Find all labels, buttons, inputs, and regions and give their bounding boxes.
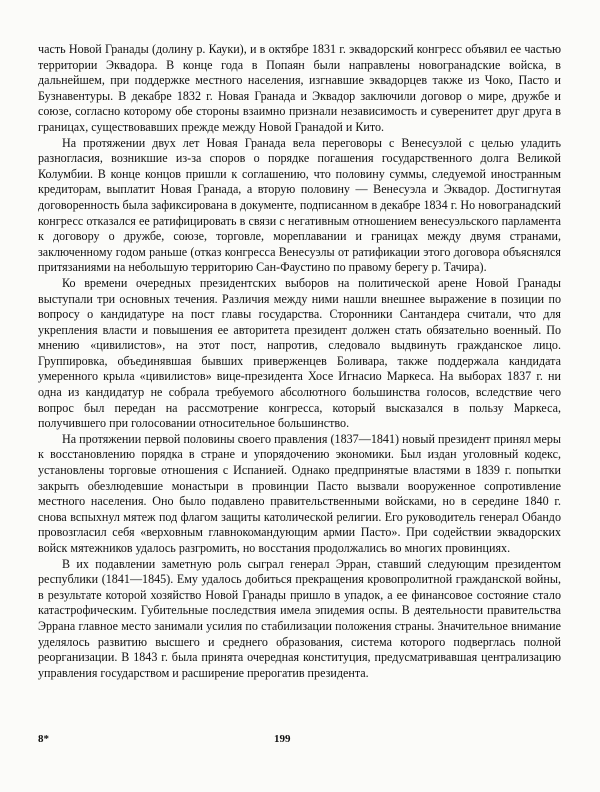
paragraph: На протяжении первой половины своего правления (1837—1841) новый президент принял меры к восстановлению порядка в стране и упорядочению экономики. Был издан уголовный кодекс, установлены торговые отношения с Испанией. Однако предпринятые властями в 1839 г. попытки закрыть обезлюдевшие монастыри в провинции Пасто вызвали вооруженное сопротивление местного населения. Оно было подавлено правительственными войсками, но в середине 1840 г. снова вспыхнул мятеж под флагом защиты католической религии. Его руководитель генерал Обандо провозгласил себя «верховным главнокомандующим армии Пасто». При содействии эквадорских войск мятежников удалось разгромить, но восстания продолжались во многих провинциях. [38,431,561,555]
signature-mark: 8* [38,733,49,745]
paragraph: Ко времени очередных президентских выборов на политической арене Новой Гранады выступали три основных течения. Различия между ними нашли внешнее выражение в позиции по вопросу о кандидатуре на пост главы государства. Сторонники Сантандера считали, что для укрепления власти и повышения ее авторитета президент должен стать обязательно военный. По мнению «цивилистов», на этот пост, напротив, следовало выдвинуть гражданское лицо. Группировка, объединявшая бывших приверженцев Боливара, также поддержала кандидата умеренного крыла «цивилистов» вице-президента Хосе Игнасио Маркеса. На выборах 1837 г. ни одна из кандидатур не собрала требуемого абсолютного большинства голосов, вследствие чего вопрос был передан на рассмотрение конгресса, который высказался в пользу Маркеса, получившего при голосовании относительное большинство. [38,275,561,431]
page-number: 199 [274,733,291,745]
paragraph: На протяжении двух лет Новая Гранада вела переговоры с Венесуэлой с целью уладить разногласия, возникшие из-за споров о порядке погашения государственного долга Великой Колумбии. В конце концов пришли к соглашению, что половину суммы, следуемой иностранным кредиторам, выплатит Новая Гранада, а вторую половину — Венесуэла и Эквадор. Достигнутая договоренность была зафиксирована в документе, подписанном в декабре 1834 г. Но новогранадский конгресс отказался ее ратифицировать в связи с негативным отношением венесуэльского парламента к договору о дружбе, союзе, торговле, мореплавании и границах между двумя странами, заключенному годом раньше (отказ конгресса Венесуэлы от ратификации этого договора объяснялся притязаниями на небольшую территорию Сан-Фаустино по правому берегу р. Тачира). [38,135,561,275]
page-footer [38,733,561,753]
paragraph: часть Новой Гранады (долину р. Кауки), и в октябре 1831 г. эквадорский конгресс объявил ее частью территории Эквадора. В конце года в Попаян были направлены новогранадские войска, в дальнейшем, при поддержке местного населения, изгнавшие эквадорцев также из Чоко, Пасто и Бузнавентуры. В декабре 1832 г. Новая Гранада и Эквадор заключили договор о мире, дружбе и союзе, согласно которому обе стороны взаимно признали независимость и суверенитет друг друга в границах, существовавших прежде между Новой Гранадой и Кито. [38,42,561,134]
paragraph: В их подавлении заметную роль сыграл генерал Эрран, ставший следующим президентом республики (1841—1845). Ему удалось добиться прекращения кровопролитной гражданской войны, в результате которой хозяйство Новой Гранады пришло в упадок, а ее финансовое состояние стало катастрофическим. Губительные последствия имела эпидемия оспы. В деятельности правительства Эррана главное место занимали усилия по стабилизации положения страны. Значительное внимание уделялось развитию высшего и среднего образования, система которого подверглась полной реорганизации. В 1843 г. была принята очередная конституция, предусматривавшая централизацию управления государством и расширение прерогатив президента. [38,556,561,680]
body-text [38,42,561,681]
